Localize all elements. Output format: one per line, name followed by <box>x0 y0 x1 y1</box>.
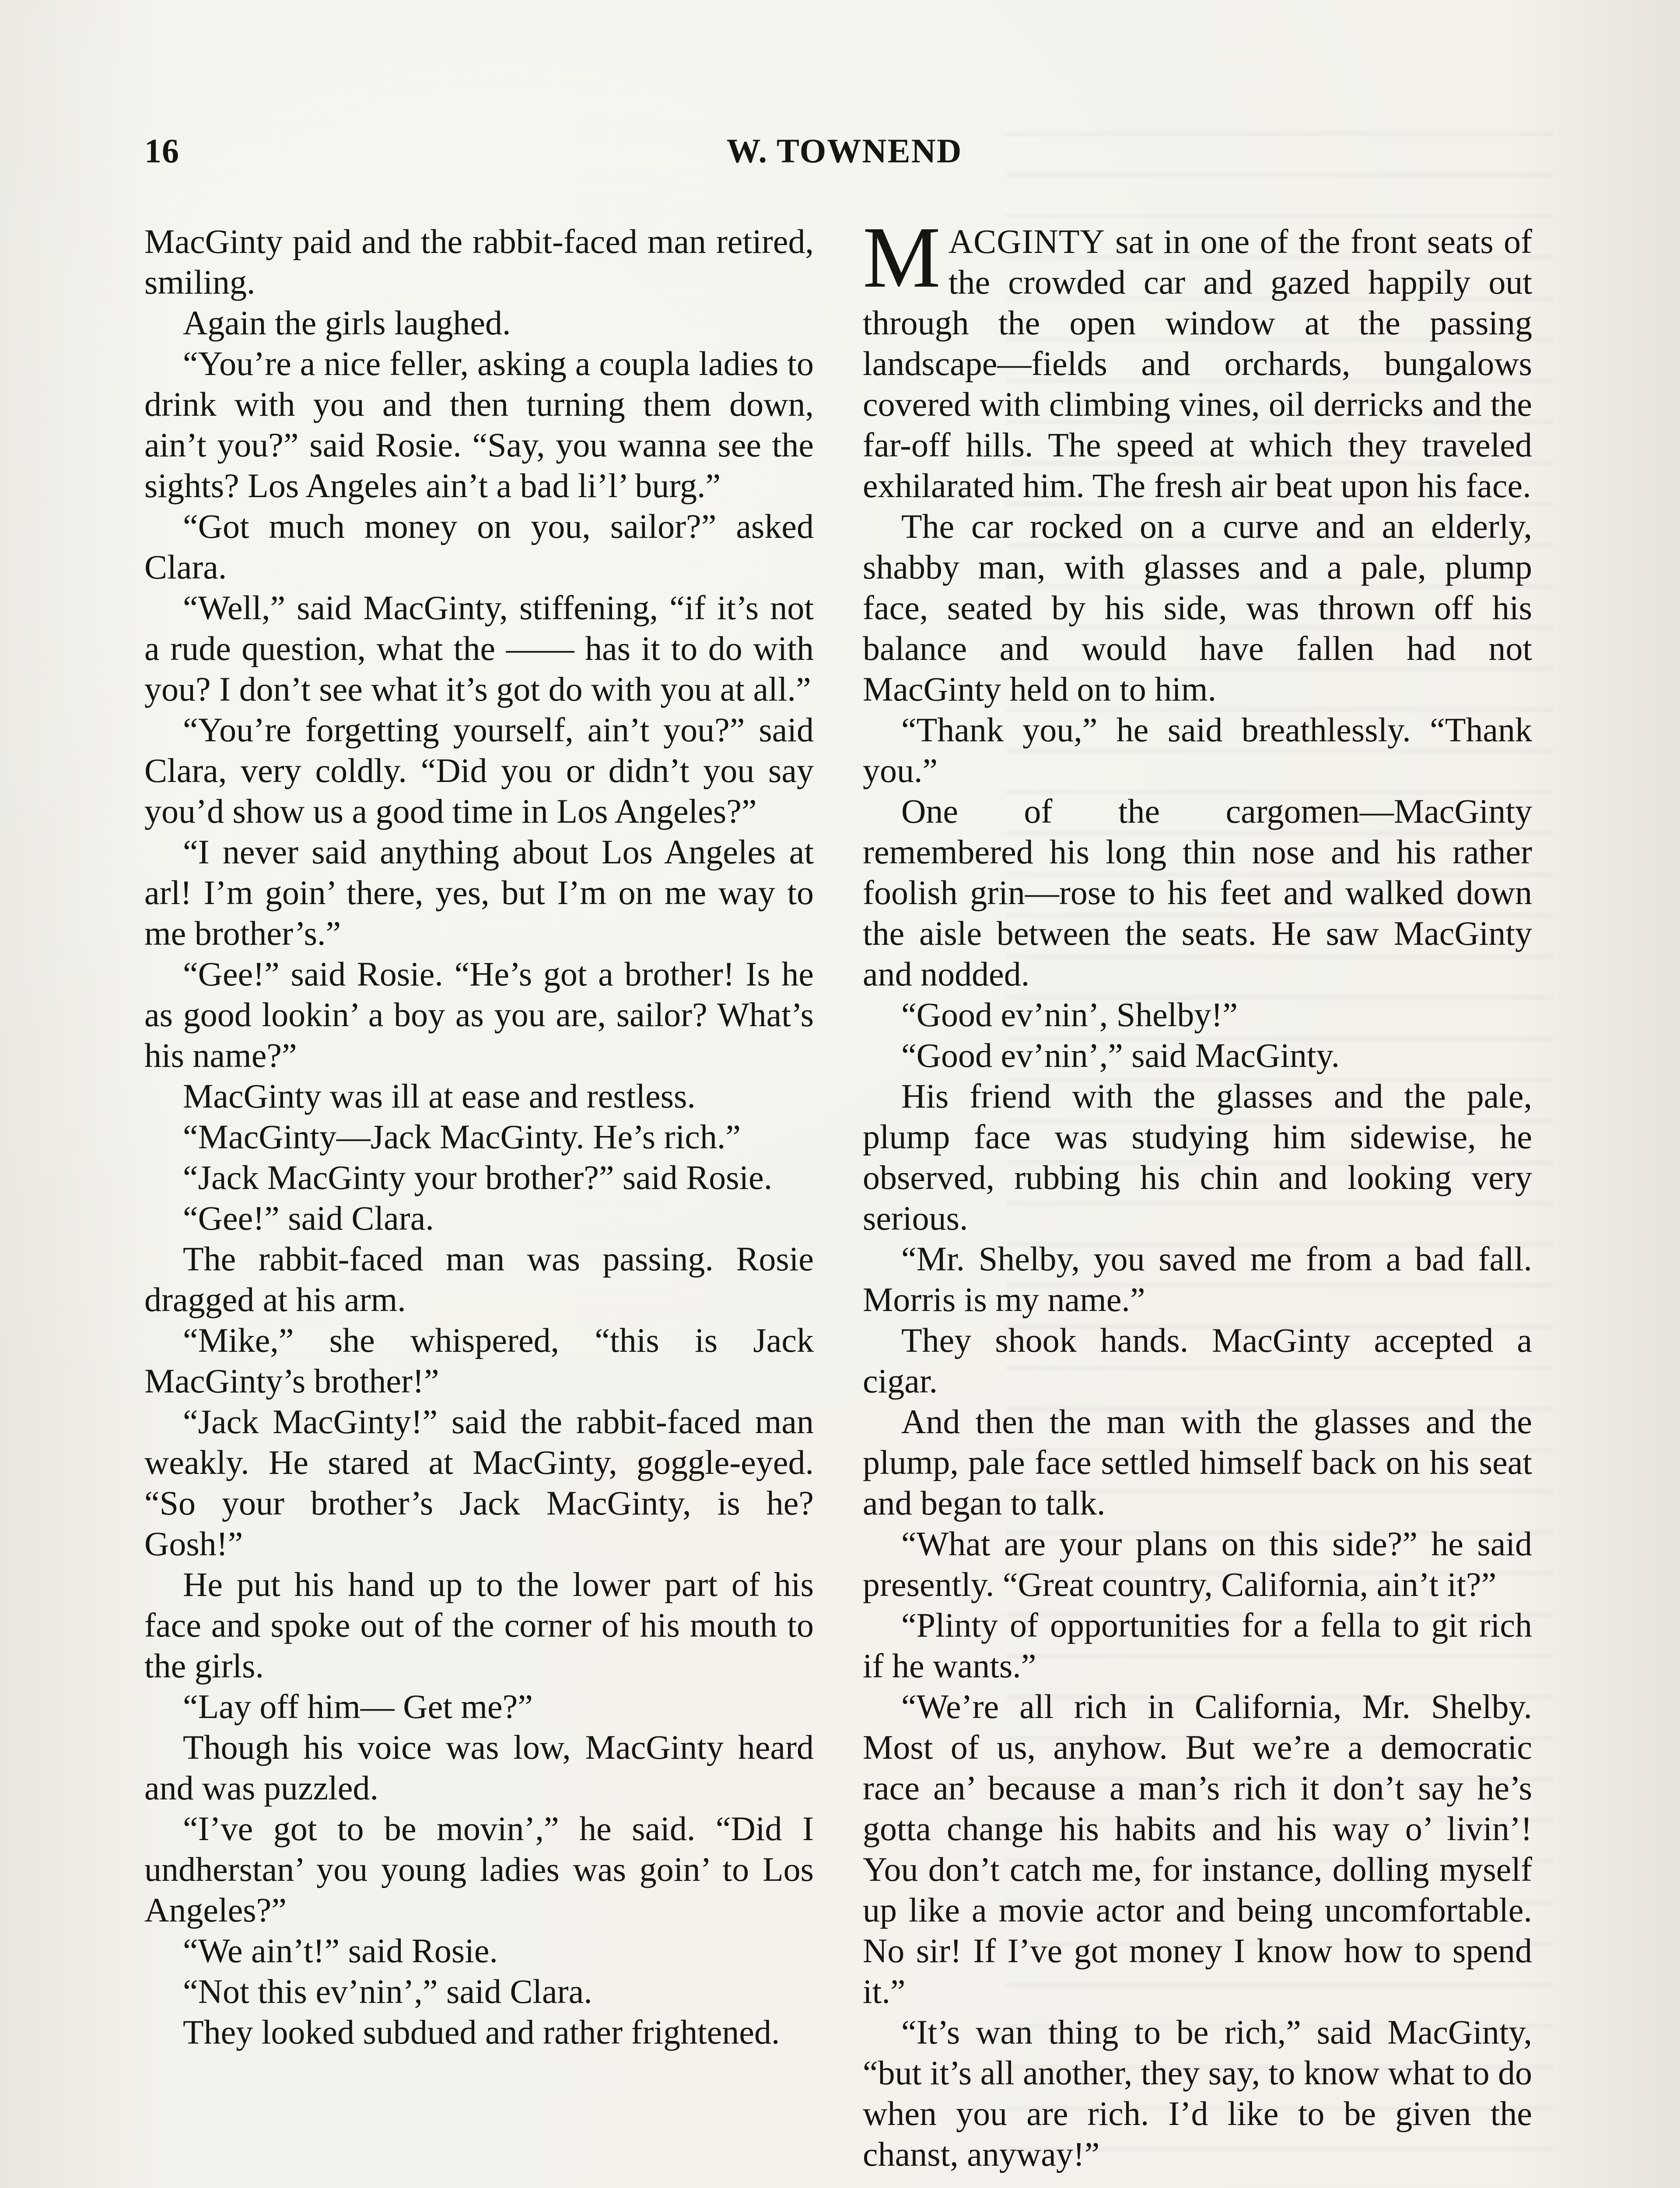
right-paragraph-7: “Mr. Shelby, you saved me from a bad fall. Morris is my name.” <box>863 1240 1532 1318</box>
left-paragraph-17: “Lay off him— Get me?” <box>183 1687 533 1725</box>
right-paragraph-10: “What are your plans on this side?” he said presently. “Great country, California, ain’t it?” <box>863 1525 1532 1603</box>
left-paragraph-7: “I never said anything about Los Angeles at arl! I’m goin’ there, yes, but I’m on me way to me brother’s.” <box>144 833 814 952</box>
right-paragraph-2: “Thank you,” he said breathlessly. “Thank you.” <box>863 711 1532 789</box>
left-paragraph-22: They looked subdued and rather frightened. <box>183 2013 780 2051</box>
left-paragraph-6: “You’re forgetting yourself, ain’t you?” said Clara, very coldly. “Did you or didn’t you say you’d show us a good time in Los Angeles?” <box>144 711 814 830</box>
right-column <box>863 209 1532 2174</box>
right-opening-paragraph <box>863 209 1532 506</box>
right-paragraph-11: “Plinty of opportunities for a fella to git rich if he wants.” <box>863 1606 1532 1685</box>
left-paragraph-9: MacGinty was ill at ease and restless. <box>183 1077 696 1115</box>
running-title: W. TOWNEND <box>726 132 962 170</box>
right-paragraph-8: They shook hands. MacGinty accepted a cigar. <box>863 1321 1532 1400</box>
left-paragraph-2: Again the girls laughed. <box>183 304 511 342</box>
left-paragraph-12: “Gee!” said Clara. <box>183 1199 434 1237</box>
left-paragraph-11: “Jack MacGinty your brother?” said Rosie. <box>183 1158 773 1196</box>
left-paragraph-19: “I’ve got to be movin’,” he said. “Did I undherstan’ you young ladies was goin’ to Los Angeles?” <box>144 1809 814 1929</box>
left-paragraph-14: “Mike,” she whispered, “this is Jack MacGinty’s brother!” <box>144 1321 814 1400</box>
right-paragraph-9: And then the man with the glasses and the plump, pale face settled himself back on his seat and began to talk. <box>863 1403 1532 1522</box>
right-paragraph-6: His friend with the glasses and the pale, plump face was studying him sidewise, he observed, rubbing his chin and looking very serious. <box>863 1077 1532 1237</box>
left-paragraph-13: The rabbit-faced man was passing. Rosie dragged at his arm. <box>144 1240 814 1318</box>
opening-small-caps: ACGINTY <box>948 222 1105 260</box>
page-header <box>144 131 1536 184</box>
right-paragraph-4: “Good ev’nin’, Shelby!” <box>901 996 1238 1034</box>
right-paragraph-13: “It’s wan thing to be rich,” said MacGinty, “but it’s all another, they say, to know what to do when you are rich. I’d like to be given the chanst, anyway!” <box>863 2013 1532 2173</box>
right-paragraph-1: The car rocked on a curve and an elderly, shabby man, with glasses and a pale, plump face, seated by his side, was thrown off his balance and would have fallen had not MacGinty held on to him. <box>863 507 1532 708</box>
drop-cap-letter: M <box>863 209 941 306</box>
right-paragraph-5: “Good ev’nin’,” said MacGinty. <box>901 1036 1340 1074</box>
left-paragraph-16: He put his hand up to the lower part of his face and spoke out of the corner of his mouth to the girls. <box>144 1565 814 1685</box>
left-paragraph-10: “MacGinty—Jack MacGinty. He’s rich.” <box>183 1118 741 1156</box>
left-column <box>144 221 814 2052</box>
left-paragraph-4: “Got much money on you, sailor?” asked Clara. <box>144 507 814 586</box>
opening-text: sat in one of the front seats of the crowded car and gazed happily out through the open window at the passing landscape—fields and orchards, bungalows covered with climbing vines, oil derricks and the far-off hills. The speed at which they traveled exhilarated him. The fresh air beat upon his face. <box>863 222 1532 505</box>
right-paragraph-12: “We’re all rich in California, Mr. Shelby. Most of us, anyhow. But we’re a democratic race an’ because a man’s rich it don’t say he’s gotta change his habits and his way o’ livin’! You don’t catch me, for instance, dolling myself up like a movie actor and being uncomfortable. No sir! If I’ve got money I know how to spend it.” <box>863 1687 1532 2010</box>
right-paragraph-3: One of the cargomen—MacGinty remembered his long thin nose and his rather foolish grin—rose to his feet and walked down the aisle between the seats. He saw MacGinty and nodded. <box>863 792 1532 993</box>
page-number: 16 <box>144 132 179 170</box>
left-paragraph-8: “Gee!” said Rosie. “He’s got a brother! Is he as good lookin’ a boy as you are, sailor? What’s his name?” <box>144 955 814 1074</box>
left-paragraph-3: “You’re a nice feller, asking a coupla ladies to drink with you and then turning them down, ain’t you?” said Rosie. “Say, you wanna see the sights? Los Angeles ain’t a bad li’l’ burg.” <box>144 344 814 505</box>
left-paragraph-15: “Jack MacGinty!” said the rabbit-faced man weakly. He stared at MacGinty, goggle-eyed. “So your brother’s Jack MacGinty, is he? Gosh!” <box>144 1403 814 1563</box>
left-paragraph-20: “We ain’t!” said Rosie. <box>183 1932 498 1970</box>
left-paragraph-18: Though his voice was low, MacGinty heard and was puzzled. <box>144 1728 814 1807</box>
left-paragraph-1: MacGinty paid and the rabbit-faced man retired, smiling. <box>144 222 814 301</box>
left-paragraph-5: “Well,” said MacGinty, stiffening, “if it’s not a rude question, what the —— has it to do with you? I don’t see what it’s got do with you at all.” <box>144 589 814 708</box>
left-paragraph-21: “Not this ev’nin’,” said Clara. <box>183 1972 592 2010</box>
